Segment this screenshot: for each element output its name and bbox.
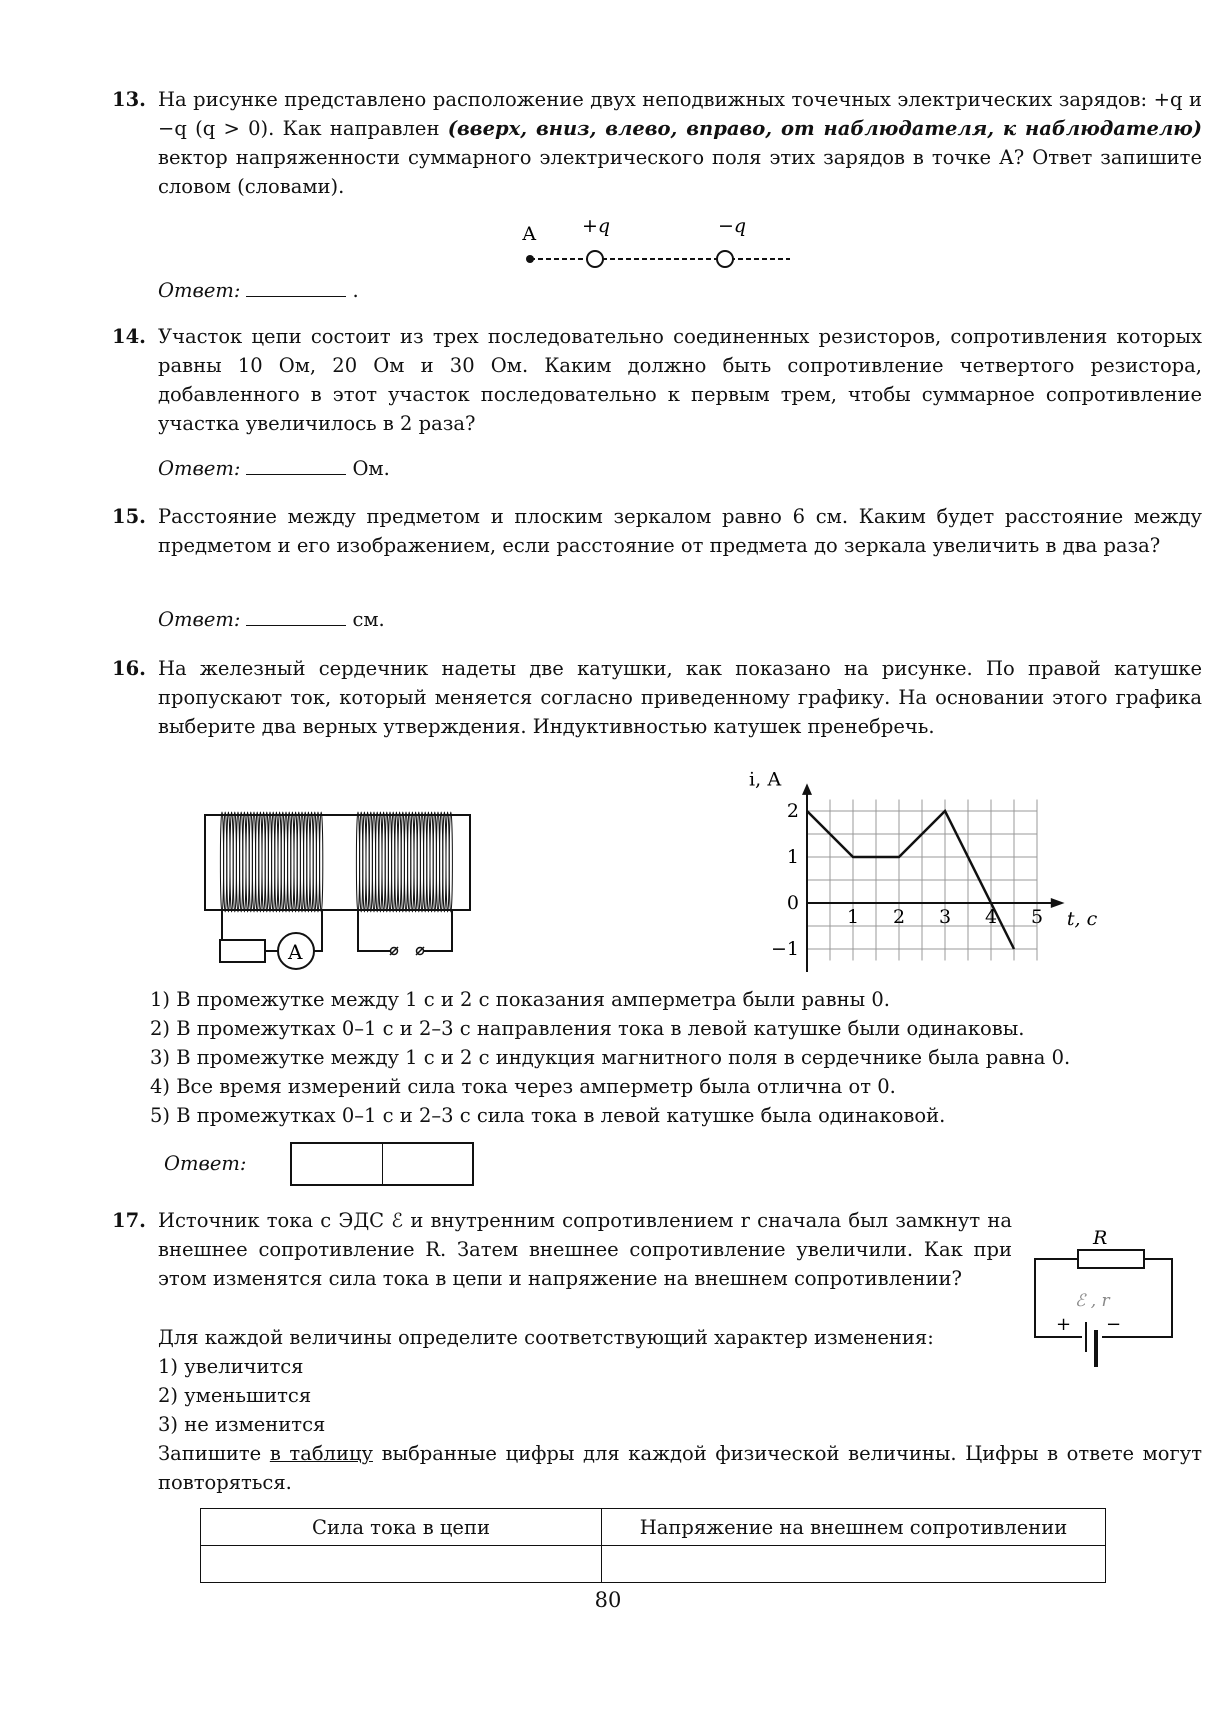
charge-minus-label: −q (718, 215, 747, 237)
choice-item: 3) не изменится (158, 1413, 326, 1436)
option-item: 1) В промежутке между 1 с и 2 с показания амперметра были равны 0. (150, 988, 890, 1011)
answer-unit: Ом. (352, 457, 390, 480)
x-axis-arrow (1051, 898, 1065, 908)
resistor-label: R (1093, 1227, 1108, 1249)
question-number: 14. (112, 325, 146, 348)
circuit-17 (1020, 1222, 1180, 1372)
y-axis-arrow (802, 783, 812, 795)
x-tick-label: 3 (939, 906, 952, 928)
options-16 (150, 985, 1210, 1130)
answer-label: Ответ: (158, 457, 241, 480)
question-number: 16. (112, 657, 146, 680)
question-15 (112, 502, 1202, 560)
question-number: 13. (112, 88, 146, 111)
x-axis-label: t, с (1066, 908, 1098, 930)
resistor (220, 940, 265, 962)
option-item: 2) В промежутках 0–1 с и 2–3 с направления тока в левой катушке были одинаковы. (150, 1017, 1025, 1040)
answer-cell-2[interactable] (382, 1144, 473, 1184)
answer-unit: см. (352, 608, 385, 631)
instruction-text: Для каждой величины определите соответствующий характер изменения: (158, 1326, 934, 1349)
x-tick-label: 2 (893, 906, 906, 928)
choice-item: 1) увеличится (158, 1355, 304, 1378)
answer-line[interactable] (246, 607, 346, 626)
question-14 (112, 322, 1202, 438)
question-number: 15. (112, 505, 146, 528)
minus-label: − (1106, 1314, 1122, 1335)
emf-label: ℰ , r (1075, 1291, 1110, 1311)
answer-table (200, 1508, 1106, 1583)
current-graph (735, 755, 1115, 985)
charge-plus-label: +q (582, 215, 611, 237)
table-header: Напряжение на внешнем сопротивлении (602, 1509, 1106, 1546)
option-item: 3) В промежутке между 1 с и 2 с индукция магнитного поля в сердечнике была равна 0. (150, 1046, 1071, 1069)
coils-figure (200, 805, 480, 975)
answer-13: Ответ: . (158, 279, 359, 302)
ammeter-label: A (288, 940, 303, 964)
charges-figure (500, 212, 800, 272)
choice-item: 2) уменьшится (158, 1384, 312, 1407)
x-tick-label: 4 (985, 906, 998, 928)
question-text: На железный сердечник надеты две катушки, как показано на рисунке. По правой катушке пропускают ток, который меняется согласно приведенному графику. На основании этого графика выберите два верных утверждения. Индуктивностью катушек пренебречь. (158, 657, 1202, 738)
answer-line[interactable] (246, 456, 346, 475)
x-tick-label: 1 (847, 906, 860, 928)
question-number: 17. (112, 1209, 146, 1232)
answer-15 (112, 605, 1202, 634)
question-text: Участок цепи состоит из трех последовательно соединенных резисторов, сопротивления которых равны 10 Ом, 20 Ом и 30 Ом. Каким должно быть сопротивление четвертого резистора, добавленного в этот участок последовательно к первым трем, чтобы суммарное сопротивление участка увеличилось в 2 раза? (158, 325, 1202, 435)
question-13 (112, 85, 1202, 201)
table-cell[interactable] (201, 1546, 602, 1583)
table-header: Сила тока в цепи (201, 1509, 602, 1546)
answer-label: Ответ: (158, 608, 241, 631)
answer-label: Ответ: (158, 279, 241, 302)
option-item: 4) Все время измерений сила тока через амперметр была отлична от 0. (150, 1075, 896, 1098)
charge-minus (717, 251, 733, 267)
point-a (526, 255, 534, 263)
answer-line[interactable] (246, 278, 346, 297)
answer-16-label: Ответ: (164, 1152, 247, 1175)
question-text: На рисунке представлено расположение двух неподвижных точечных электрических зарядов: +q и −q (q > 0). Как направлен (вверх, вниз, влево, вправо, от наблюдателя, к наблюдателю) вектор напряженности суммарного электрического поля этих зарядов в точке А? Ответ запишите словом (словами). (158, 88, 1202, 198)
plus-label: + (1056, 1314, 1072, 1335)
y-tick-label: 2 (786, 800, 799, 822)
resistor-r (1078, 1250, 1144, 1268)
y-tick-label: −1 (770, 938, 799, 960)
answer-boxes (290, 1142, 474, 1186)
final-instruction: Запишите в таблицу выбранные цифры для каждой физической величины. Цифры в ответе могут повторяться. (158, 1442, 1203, 1494)
question-17 (112, 1206, 1012, 1293)
options-list (150, 985, 1210, 1130)
y-axis-label: i, А (749, 768, 782, 791)
question-text: Источник тока с ЭДС ℰ и внутренним сопротивлением r сначала был замкнут на внешнее сопротивление R. Затем внешнее сопротивление увеличили. Как при этом изменятся сила тока в цепи и напряжение на внешнем сопротивлении? (158, 1209, 1012, 1290)
answer-cell-1[interactable] (292, 1144, 382, 1184)
point-a-label: А (522, 223, 537, 245)
page-number: 80 (594, 1588, 622, 1612)
question-16 (112, 654, 1202, 741)
y-tick-label: 1 (786, 846, 799, 868)
y-tick-label: 0 (786, 892, 799, 914)
table-cell[interactable] (602, 1546, 1106, 1583)
charge-plus (587, 251, 603, 267)
question-text: Расстояние между предметом и плоским зеркалом равно 6 см. Каким будет расстояние между предметом и его изображением, если расстояние от предмета до зеркала увеличить в два раза? (158, 505, 1202, 557)
x-tick-label: 5 (1031, 906, 1044, 928)
option-item: 5) В промежутках 0–1 с и 2–3 с сила тока в левой катушке была одинаковой. (150, 1104, 946, 1127)
answer-14 (112, 454, 1202, 483)
